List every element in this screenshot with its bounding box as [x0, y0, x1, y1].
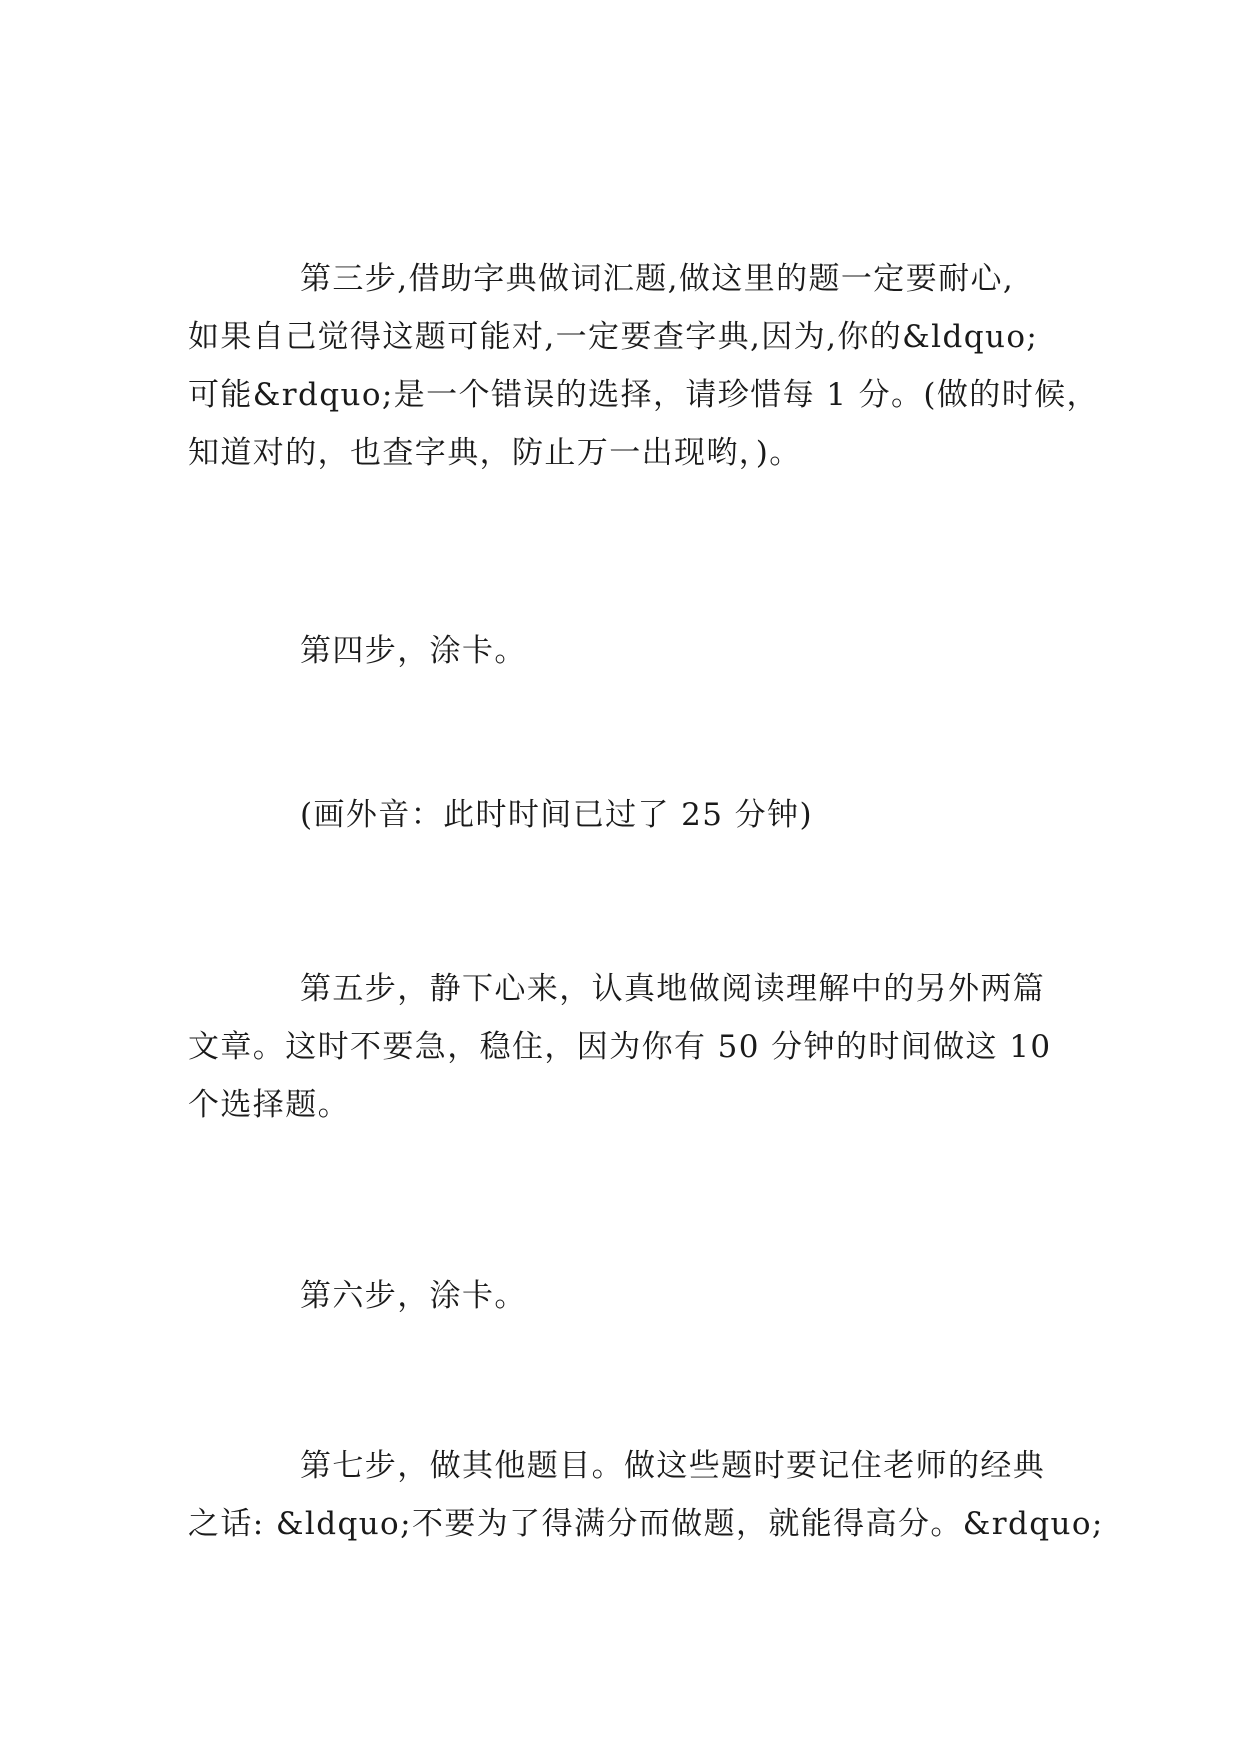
paragraph-line: 如果自己觉得这题可能对,一定要查字典,因为,你的&ldquo; [188, 319, 1039, 355]
paragraph-step-3 [188, 250, 1099, 482]
paragraph-line: 第七步，做其他题目。做这些题时要记住老师的经典 [300, 1448, 1046, 1484]
paragraph-line: 文章。这时不要急，稳住，因为你有 50 分钟的时间做这 10 [188, 1029, 1052, 1065]
paragraph-line: 可能&rdquo;是一个错误的选择，请珍惜每 1 分。(做的时候， [188, 377, 1099, 413]
paragraph-line: (画外音：此时时间已过了 25 分钟) [300, 797, 813, 833]
paragraph-step-6 [188, 1267, 1068, 1325]
paragraph-step-5 [188, 960, 1068, 1134]
paragraph-voiceover [188, 786, 1068, 844]
paragraph-line: 个选择题。 [188, 1087, 350, 1123]
paragraph-line: 第六步，涂卡。 [300, 1278, 527, 1314]
paragraph-line: 之话: &ldquo;不要为了得满分而做题，就能得高分。&rdquo; [188, 1506, 1104, 1542]
paragraph-line: 第四步，涂卡。 [300, 633, 527, 669]
paragraph-line: 知道对的，也查字典，防止万一出现哟，)。 [188, 435, 802, 471]
paragraph-step-7 [188, 1437, 1104, 1553]
paragraph-step-4 [188, 622, 1068, 680]
paragraph-line: 第三步,借助字典做词汇题,做这里的题一定要耐心, [300, 261, 1015, 297]
paragraph-line: 第五步，静下心来，认真地做阅读理解中的另外两篇 [300, 971, 1046, 1007]
